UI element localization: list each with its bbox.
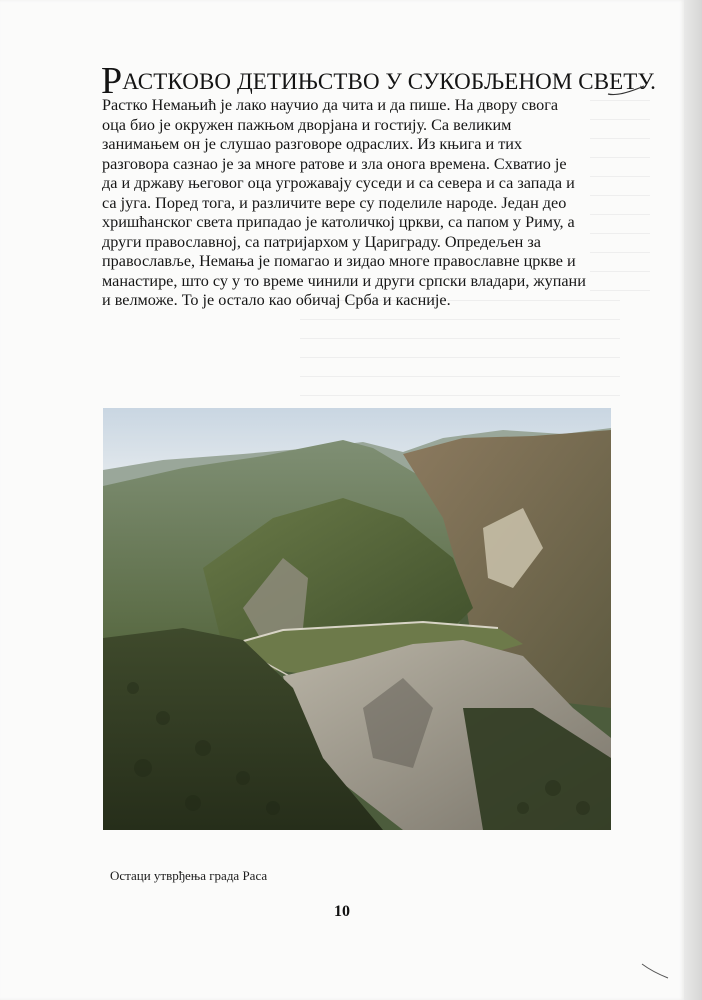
fortress-photo	[103, 408, 611, 830]
page-edge	[684, 0, 702, 1000]
pen-mark-icon	[606, 84, 646, 98]
bleed-through	[590, 100, 650, 300]
photo-caption: Остаци утврђења града Раса	[110, 868, 268, 883]
corner-mark-icon	[640, 960, 670, 982]
chapter-title	[101, 62, 656, 100]
title-text: АСТКОВО ДЕТИЊСТВО У СУКОБЉЕНОМ СВЕТУ.	[122, 69, 656, 94]
page-number: 10	[334, 903, 350, 920]
bleed-through-lower	[300, 300, 620, 410]
title-dropcap: Р	[101, 60, 123, 102]
body-paragraph: Растко Немањић је лако научио да чита и да пише. На двору свога оца био је окружен пажњом дворјана и гостију. Са великим занимањем он је слушао разговоре одраслих. Из књига и тих разговора сазнао је за многе ратове и зла онога времена. Схватио је да и државу његовог оца угрожавају суседи и са севера и са запада и са југа. Поред тога, и различите вере су поделиле народе. Један део хришћанског света припадао је католичкој цркви, са папом у Риму, а други православној, са патријархом у Цариграду. Опредељен за православље, Немања је помагао и зидао многе православне цркве и манастире, што су у то време чинили и други српски владари, жупани и велможе. То је остало као обичај Срба и касније.	[102, 96, 586, 309]
mountain-fortress-photo-icon	[103, 408, 611, 830]
